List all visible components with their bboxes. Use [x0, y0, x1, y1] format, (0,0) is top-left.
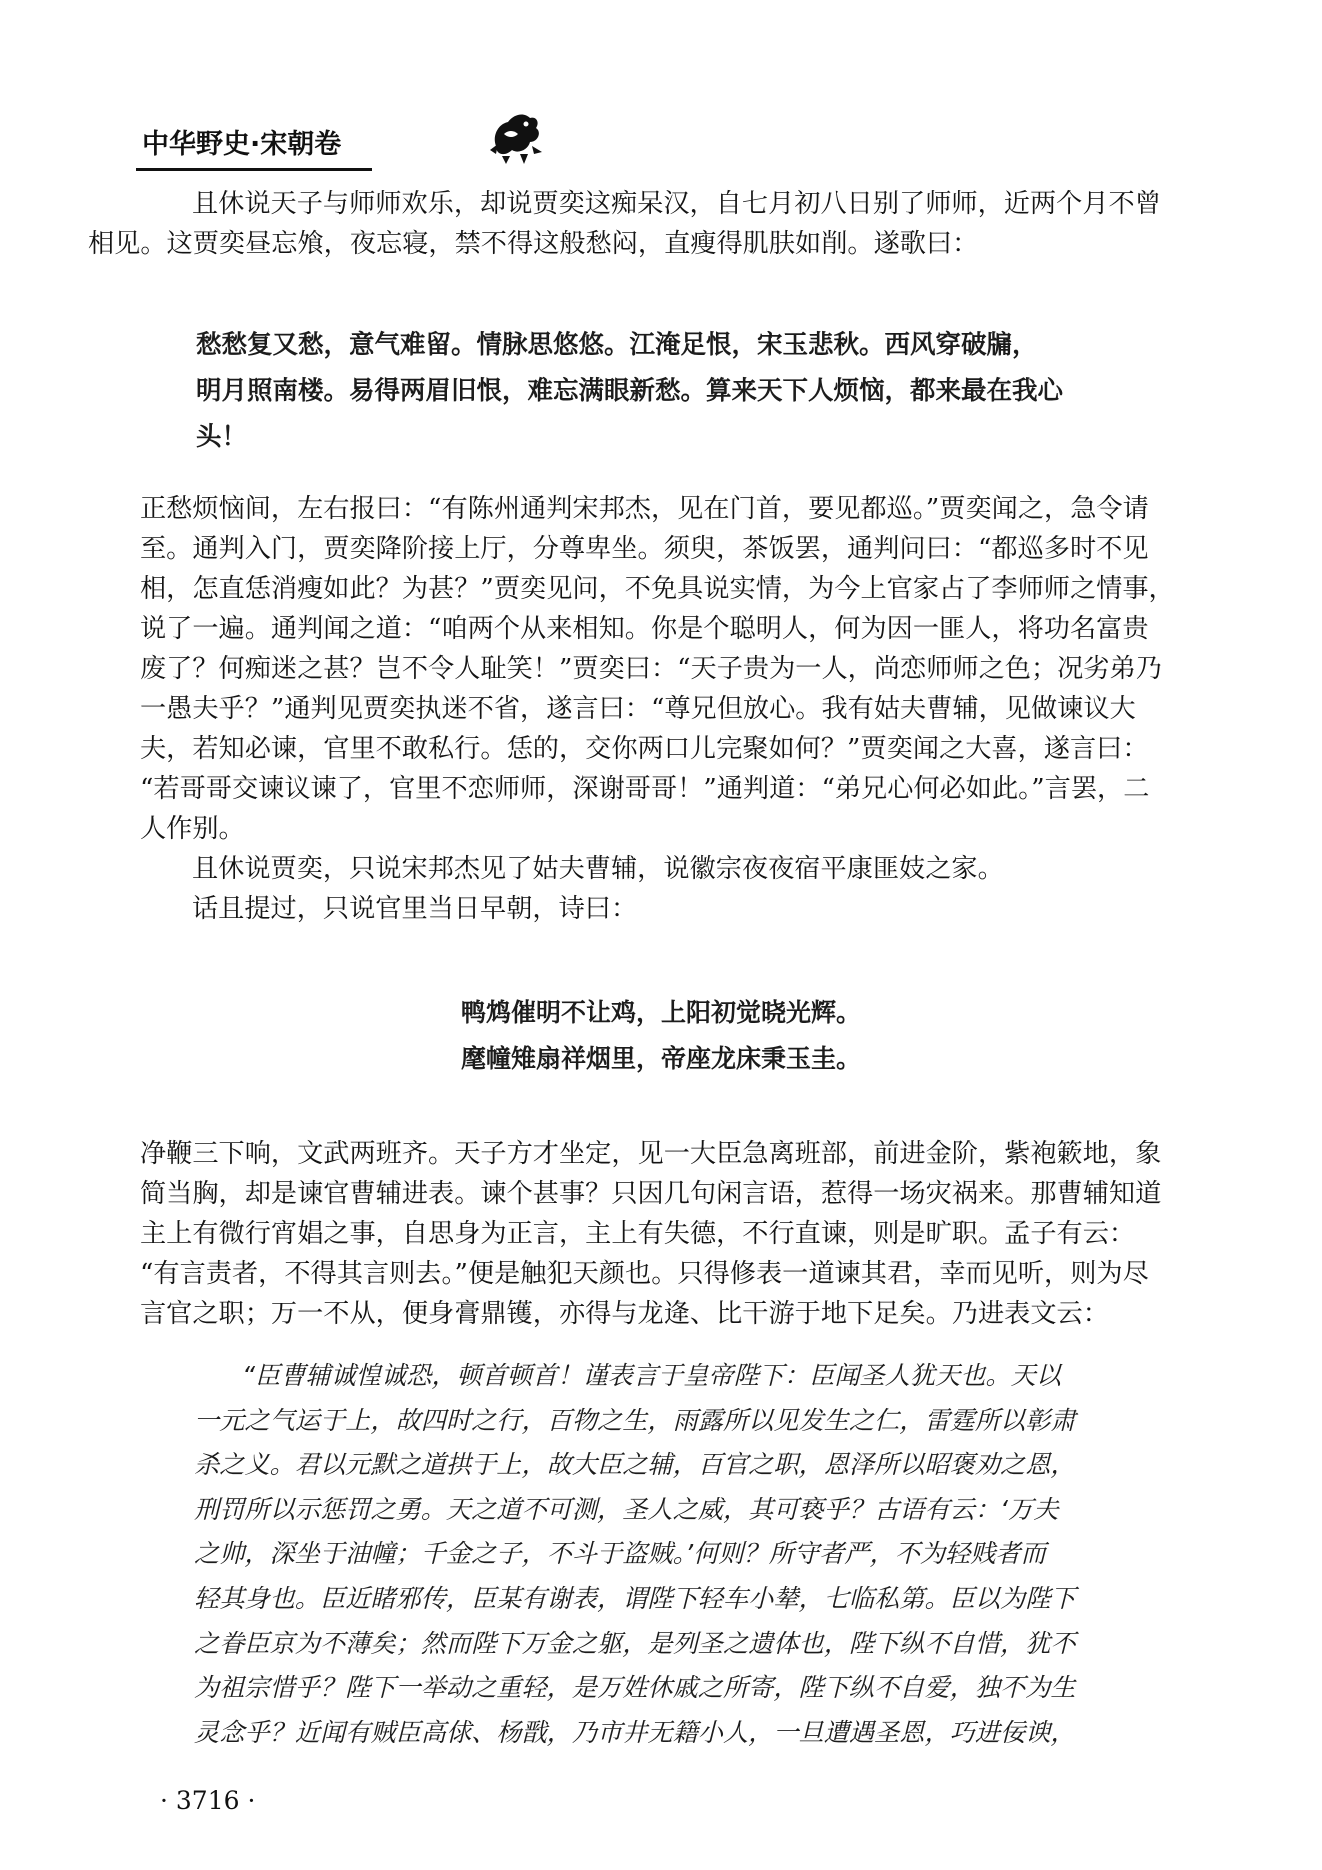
text-line: 轻其身也。臣近睹邪传，臣某有谢表，谓陛下轻车小辇，七临私第。臣以为陛下 — [194, 1583, 1076, 1613]
text-line: 相见。这贾奕昼忘飧，夜忘寝，禁不得这般愁闷，直瘦得肌肤如削。遂歌曰： — [88, 229, 979, 259]
text-line: “臣曹辅诚惶诚恐，顿首顿首！谨表言于皇帝陛下：臣闻圣人犹天也。天以 — [242, 1361, 1062, 1390]
text-line: 头！ — [196, 422, 248, 452]
book-title: 中华野史·宋朝卷 — [142, 129, 342, 160]
text-line: 说了一遍。通判闻之道：“咱两个从来相知。你是个聪明人，何为因一匪人，将功名富贵 — [140, 614, 1149, 644]
paragraph-4: 话且提过，只说官里当日早朝，诗曰： — [192, 894, 638, 924]
text-line: 相，怎直恁消瘦如此？为甚？”贾奕见问，不免具说实情，为今上官家占了李师师之情事， — [140, 574, 1175, 604]
text-line: 简当胸，却是谏官曹辅进表。谏个甚事？只因几句闲言语，惹得一场灾祸来。那曹辅知道 — [140, 1179, 1162, 1209]
text-line: 之帅，深坐于油幢；千金之子，不斗于盗贼。’何则？所守者严，不为轻贱者而 — [194, 1539, 1046, 1569]
page-number: · 3716 · — [160, 1786, 256, 1815]
text-line: 言官之职；万一不从，便身膏鼎镬，亦得与龙逄、比干游于地下足矣。乃进表文云： — [140, 1299, 1109, 1329]
paragraph-3: 且休说贾奕，只说宋邦杰见了姑夫曹辅，说徽宗夜夜宿平康匪妓之家。 — [192, 854, 1004, 884]
text-line: 夫，若知必谏，官里不敢私行。恁的，交你两口儿完聚如何？”贾奕闻之大喜，遂言曰： — [140, 734, 1149, 764]
text-line: 净鞭三下响，文武两班齐。天子方才坐定，见一大臣急离班部，前进金阶，紫袍簌地，象 — [140, 1139, 1162, 1169]
text-line: 主上有微行宵娼之事，自思身为正言，主上有失德，不行直谏，则是旷职。孟子有云： — [140, 1219, 1136, 1249]
text-line: 一愚夫乎？”通判见贾奕执迷不省，遂言曰：“尊兄但放心。我有姑夫曹辅，见做谏议大 — [140, 694, 1136, 724]
text-line: 且休说天子与师师欢乐，却说贾奕这痴呆汉，自七月初八日别了师师，近两个月不曾 — [192, 189, 1161, 219]
verse-block — [196, 322, 1176, 460]
text-line: 灵念乎？近闻有贼臣高俅、杨戬，乃市井无籍小人，一旦遭遇圣恩，巧进佞谀， — [194, 1717, 1076, 1747]
text-line: 为祖宗惜乎？陛下一举动之重轻，是万姓休戚之所寄，陛下纵不自爱，独不为生 — [194, 1673, 1076, 1703]
text-line: 刑罚所以示惩罚之勇。天之道不可测，圣人之威，其可亵乎？古语有云：‘万夫 — [194, 1494, 1059, 1524]
memorial-text — [194, 1354, 1170, 1755]
paragraph-2 — [140, 489, 1180, 849]
text-line: 愁愁复又愁，意气难留。情脉思悠悠。江淹足恨，宋玉悲秋。西风穿破牖， — [196, 330, 1038, 360]
header-underline — [136, 168, 372, 171]
text-line: 至。通判入门，贾奕降阶接上厅，分尊卑坐。须臾，茶饭罢，通判问曰：“都巡多时不见 — [140, 534, 1149, 564]
paragraph-5 — [140, 1134, 1180, 1334]
text-line: 之眷臣京为不薄矣；然而陛下万金之躯，是列圣之遗体也，陛下纵不自惜，犹不 — [194, 1628, 1076, 1658]
text-line: 一元之气运于上，故四时之行，百物之生，雨露所以见发生之仁，雷霆所以彰肃 — [194, 1405, 1076, 1435]
text-line: “若哥哥交谏议谏了，官里不恋师师，深谢哥哥！”通判道：“弟兄心何必如此。”言罢，二 — [140, 774, 1150, 804]
text-line: 明月照南楼。易得两眉旧恨，难忘满眼新愁。算来天下人烦恼，都来最在我心 — [196, 376, 1064, 406]
poem-line-1: 鸭鸩催明不让鸡，上阳初觉晓光辉。 — [460, 998, 861, 1027]
text-line: “有言责者，不得其言则去。”便是触犯天颜也。只得修表一道谏其君，幸而见听，则为尽 — [140, 1259, 1149, 1289]
text-line: 杀之义。君以元默之道拱于上，故大臣之辅，百官之职，恩泽所以昭褒劝之恩， — [194, 1450, 1076, 1480]
page-header — [136, 112, 1176, 172]
text-line: 废了？何痴迷之甚？岂不令人耻笑！”贾奕曰：“天子贵为一人，尚恋师师之色；况劣弟乃 — [140, 654, 1162, 684]
text-line: 正愁烦恼间，左右报曰：“有陈州通判宋邦杰，见在门首，要见都巡。”贾奕闻之，急令请 — [140, 494, 1149, 524]
dragon-emblem-icon — [484, 106, 546, 166]
paragraph-1 — [88, 184, 1180, 264]
text-line: 人作别。 — [140, 814, 245, 844]
poem-line-2: 麾幢雉扇祥烟里，帝座龙床秉玉圭。 — [460, 1044, 861, 1073]
